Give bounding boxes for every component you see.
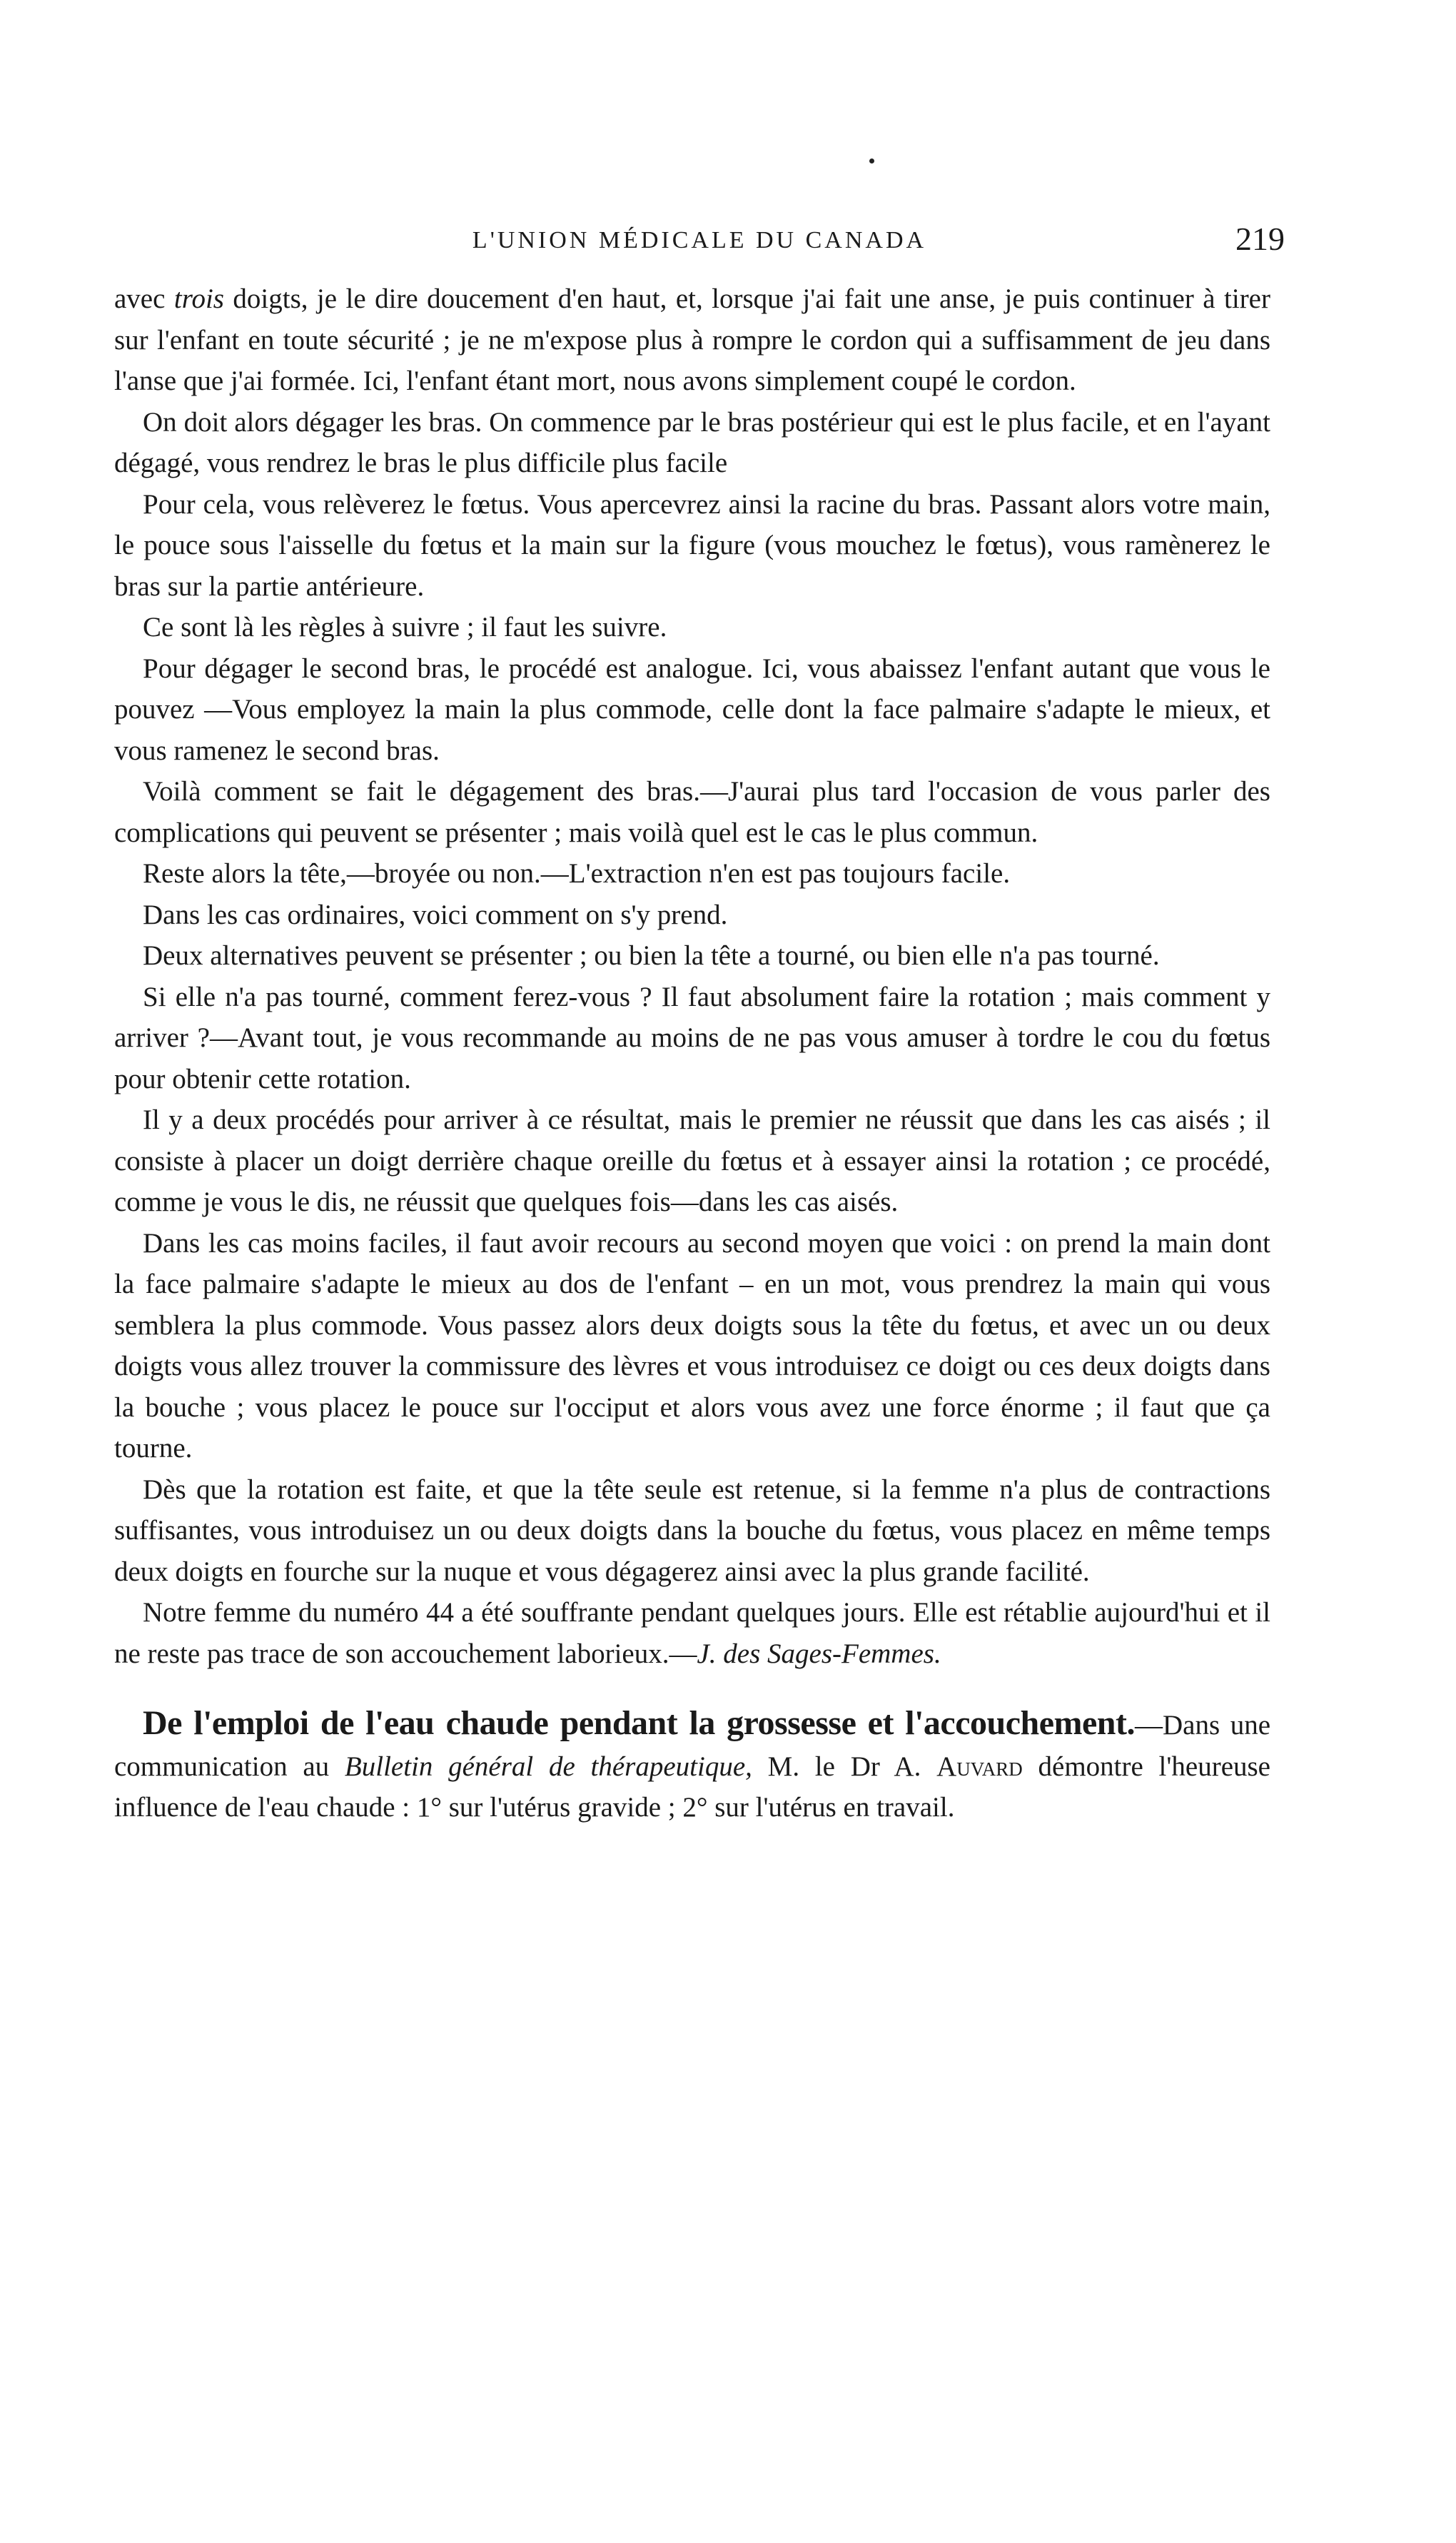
source-citation: J. des Sages-Femmes. <box>697 1638 941 1669</box>
paragraph: Notre femme du numéro 44 a été souffrante pendant quelques jours. Elle est rétablie aujourd'hui et il ne reste pas trace de son accouchement laborieux.—J. des Sages-Femmes. <box>114 1597 1270 1669</box>
paragraph: Voilà comment se fait le dégagement des bras.—J'aurai plus tard l'occasion de vous parler des complications qui peuvent se présenter ; mais voilà quel est le cas le plus commun. <box>114 776 1270 848</box>
ink-speck <box>869 158 874 163</box>
paragraph: Ce sont là les règles à suivre ; il faut les suivre. <box>143 612 667 643</box>
article-body <box>114 278 1270 1828</box>
paragraph: Pour dégager le second bras, le procédé est analogue. Ici, vous abaissez l'enfant autant que vous le pouvez —Vous employez la main la plus commode, celle dont la face palmaire s'adapte le mieux, et vous ramenez le second bras. <box>114 653 1270 766</box>
paragraph: Il y a deux procédés pour arriver à ce résultat, mais le premier ne réussit que dans les cas aisés ; il consiste à placer un doigt derrière chaque oreille du fœtus et à essayer ainsi la rotation ; ce procédé, comme je vous le dis, ne réussit que quelques fois—dans les cas aisés. <box>114 1104 1270 1217</box>
page-header <box>114 220 1285 263</box>
paragraph: Dès que la rotation est faite, et que la tête seule est retenue, si la femme n'a plus de contractions suffisantes, vous introduisez un ou deux doigts dans la bouche du fœtus, vous placez en même temps deux doigts en fourche sur la nuque et vous dégagerez ainsi avec la plus grande facilité. <box>114 1474 1270 1587</box>
paragraph: Reste alors la tête,—broyée ou non.—L'extraction n'en est pas toujours facile. <box>143 858 1011 889</box>
running-title: L'UNION MÉDICALE DU CANADA <box>472 227 927 253</box>
section-paragraph: De l'emploi de l'eau chaude pendant la grossesse et l'accouchement.—Dans une communication au Bulletin général de thérapeutique, M. le Dr A. Auvard démontre l'heureuse influence de l'eau chaude : 1° sur l'utérus gravide ; 2° sur l'utérus en travail. <box>114 1704 1271 1823</box>
author-name: Auvard <box>936 1751 1023 1782</box>
paragraph: Pour cela, vous relèverez le fœtus. Vous apercevrez ainsi la racine du bras. Passant alors votre main, le pouce sous l'aisselle du fœtus et la main sur la figure (vous mouchez le fœtus), vous ramènerez le bras sur la partie antérieure. <box>114 488 1270 602</box>
paragraph: On doit alors dégager les bras. On commence par le bras postérieur qui est le plus facile, et en l'ayant dégagé, vous rendrez le bras le plus difficile plus facile <box>114 406 1270 478</box>
paragraph: avec trois doigts, je le dire doucement d'en haut, et, lorsque j'ai fait une anse, je puis continuer à tirer sur l'enfant en toute sécurité ; je ne m'expose plus à rompre le cordon qui a suffisamment de jeu dans l'anse que j'ai formée. Ici, l'enfant étant mort, nous avons simplement coupé le cordon. <box>114 283 1270 396</box>
paragraph: Dans les cas moins faciles, il faut avoir recours au second moyen que voici : on prend la main dont la face palmaire s'adapte le mieux au dos de l'enfant – en un mot, vous prendrez la main qui vous semblera la plus commode. Vous passez alors deux doigts sous la tête du fœtus, et avec un ou deux doigts vous allez trouver la commissure des lèvres et vous introduisez ce doigt ou ces deux doigts dans la bouche ; vous placez le pouce sur l'occiput et alors vous avez une force énorme ; il faut que ça tourne. <box>114 1227 1270 1464</box>
paragraph: Deux alternatives peuvent se présenter ; ou bien la tête a tourné, ou bien elle n'a pas tourné. <box>143 940 1160 971</box>
paragraph: Dans les cas ordinaires, voici comment on s'y prend. <box>143 899 728 930</box>
paragraph: Si elle n'a pas tourné, comment ferez-vous ? Il faut absolument faire la rotation ; mais comment y arriver ?—Avant tout, je vous recommande au moins de ne pas vous amuser à tordre le cou du fœtus pour obtenir cette rotation. <box>114 981 1270 1094</box>
emphasis: trois <box>173 283 224 314</box>
page-number: 219 <box>1235 221 1285 257</box>
journal-title: Bulletin général de thérapeutique, <box>344 1751 752 1782</box>
section-title: De l'emploi de l'eau chaude pendant la grossesse et l'accouchement. <box>143 1704 1135 1742</box>
